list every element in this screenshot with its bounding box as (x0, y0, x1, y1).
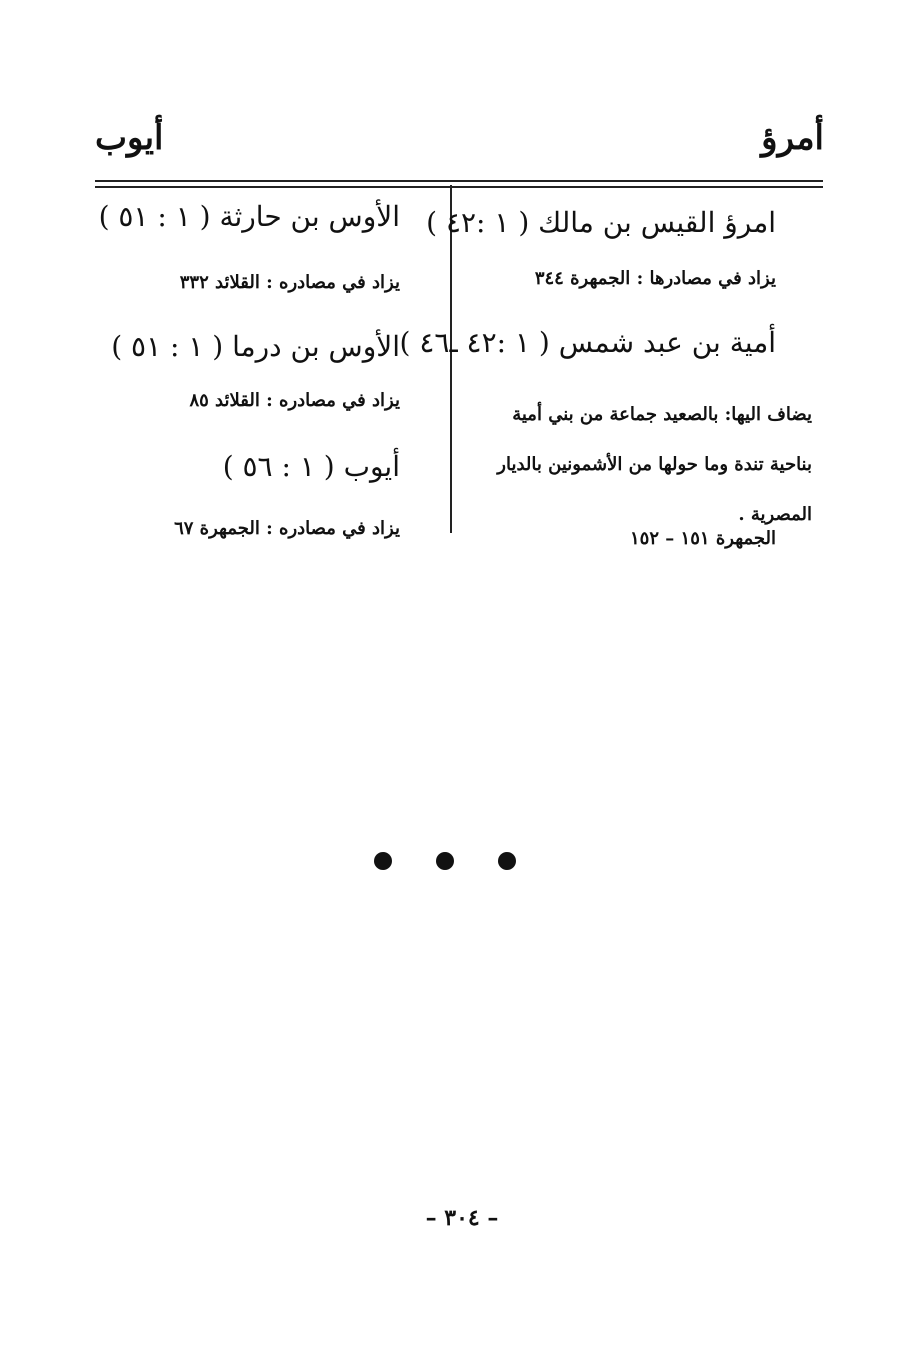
running-head-left: أيوب (95, 118, 164, 158)
right-entry1-note: يزاد في مصادرها : الجمهرة ٣٤٤ (534, 268, 776, 289)
page-number: – ٣٠٤ – (425, 1205, 499, 1231)
running-head-right: أمرؤ (761, 118, 824, 158)
ornament-dot-1 (374, 852, 392, 870)
right-entry1-title: امرؤ القيس بن مالك ( ١ :٤٢ ) (426, 206, 776, 239)
left-entry2-title: الأوس بن درما ( ١ : ٥١ ) (111, 330, 400, 363)
left-entry1-title: الأوس بن حارثة ( ١ : ٥١ ) (98, 200, 400, 233)
left-entry3-title: أيوب ( ١ : ٥٦ ) (222, 450, 400, 483)
left-entry3-note: يزاد في مصادره : الجمهرة ٦٧ (174, 518, 400, 539)
right-entry2-body: يضاف اليها: بالصعيد جماعة من بني أمية بناحية تندة وما حولها من الأشمونين بالديار المصرية . (497, 404, 812, 525)
ornament-dot-2 (436, 852, 454, 870)
ornament-dot-3 (498, 852, 516, 870)
left-entry1-note: يزاد في مصادره : القلائد ٣٣٢ (179, 272, 400, 293)
header-rule-top (95, 180, 823, 182)
header-rule-bottom (95, 186, 823, 188)
left-entry2-note: يزاد في مصادره : القلائد ٨٥ (189, 390, 400, 411)
right-entry2-title: أمية بن عبد شمس ( ١ :٤٢ ـ٤٦ ) (399, 326, 776, 359)
right-entry2-ref: الجمهرة ١٥١ – ١٥٢ (629, 528, 776, 549)
